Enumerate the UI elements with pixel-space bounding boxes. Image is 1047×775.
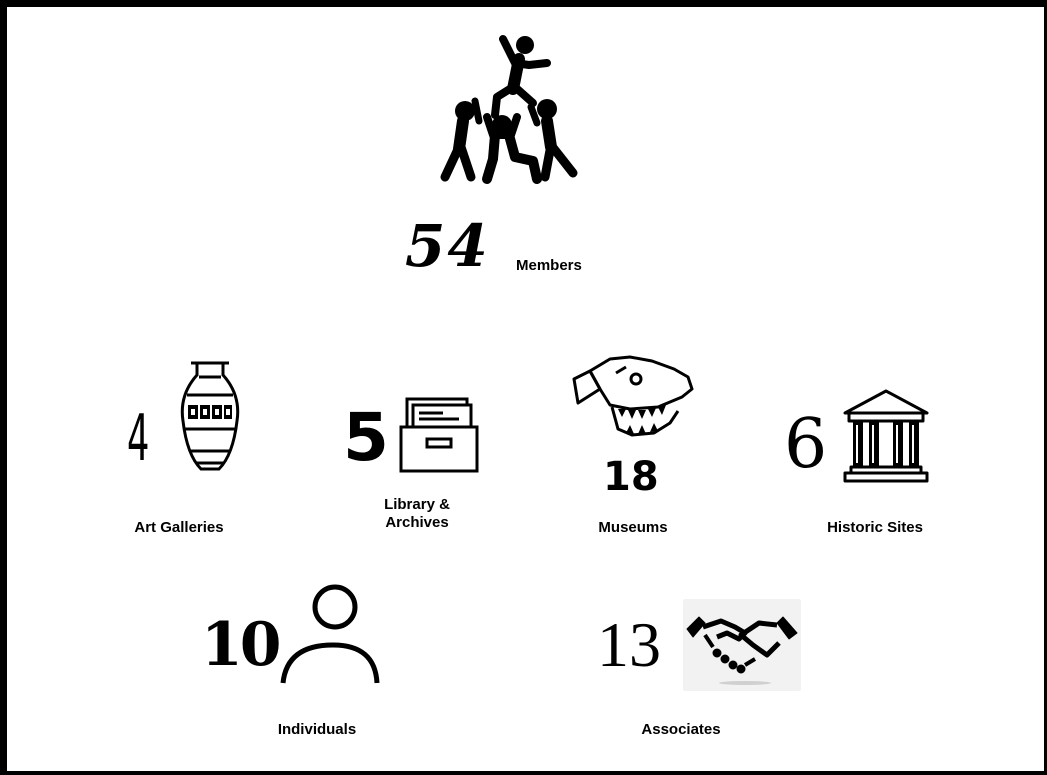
total-members-count: 54 xyxy=(405,212,490,280)
individuals-count: 10 xyxy=(201,610,279,680)
museums-label: Museums xyxy=(598,519,668,536)
file-box-icon xyxy=(397,395,481,475)
library-archives-label-line1: Library & xyxy=(384,496,450,513)
total-members-label: Members xyxy=(516,257,582,274)
people-pyramid-icon xyxy=(433,31,593,191)
museums-count: 18 xyxy=(603,454,659,500)
associates-count: 13 xyxy=(597,609,661,680)
art-galleries-count: 4 xyxy=(127,402,150,476)
library-archives-label xyxy=(357,496,477,532)
handshake-icon xyxy=(683,599,801,691)
person-icon xyxy=(277,581,381,685)
individuals-label: Individuals xyxy=(277,721,357,738)
associates-label: Associates xyxy=(641,721,721,738)
historic-sites-label: Historic Sites xyxy=(827,519,923,536)
library-archives-label-line2: Archives xyxy=(385,514,449,531)
art-galleries-label: Art Galleries xyxy=(134,519,224,536)
temple-icon xyxy=(841,387,931,483)
historic-sites-count: 6 xyxy=(784,405,828,484)
total-members xyxy=(405,212,490,280)
dinosaur-skull-icon xyxy=(570,355,698,441)
vase-icon xyxy=(177,359,243,477)
library-archives-count: 5 xyxy=(343,399,389,476)
